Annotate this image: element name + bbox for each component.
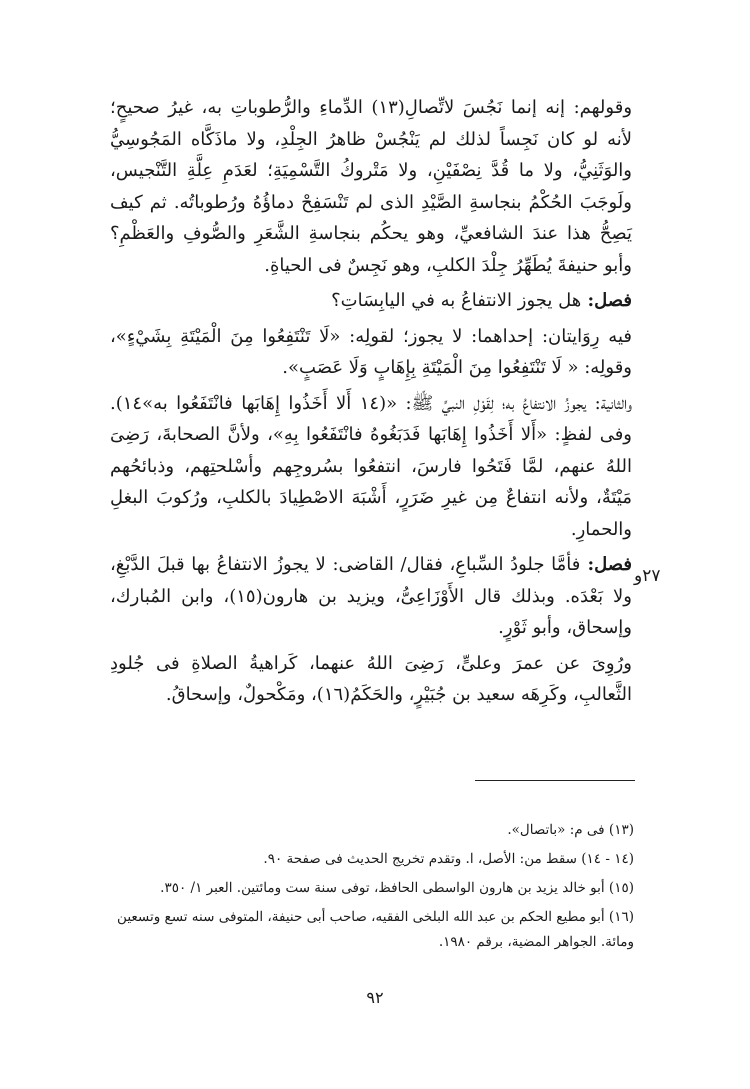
paragraph-text: ورُوِىَ عن عمرَ وعلىٍّ، رَضِىَ اللهُ عنهما، كَراهيةُ الصلاةِ فى جُلودِ الثَّعالبِ، وكَرِهَه سعيد بن جُبَيْرٍ، والحَكَمُ(١٦)، ومَكْحولٌ، وإسحاقُ.: [110, 652, 632, 705]
paragraph-text: فأمَّا جلودُ السِّباعِ، فقال/ القاضى: لا يجوزُ الانتفاعُ بها قبلَ الدَّبْغِ، ولا بَعْدَه. وبذلك قال الأَوْزَاعِىُّ، ويزيد بن هارون(١٥)، وابن المُبارك، وإسحاق، وأبو ثَوْرٍ.: [110, 554, 633, 638]
section-heading: فصل:: [580, 554, 632, 575]
footnote: (١٦) أبو مطيع الحكم بن عبد الله البلخى الفقيه، صاحب أبى حنيفة، المتوفى سنه تسع وتسعين ومائة. الجواهر المضية، برقم ١٩٨٠.: [117, 909, 634, 950]
paragraph-1: [110, 92, 632, 281]
paragraph-2: [110, 285, 632, 317]
paragraph-3: [110, 321, 632, 384]
footnote: (١٤ - ١٤) سقط من: الأصل، ا. وتقدم تخريج الحديث فى صفحة ٩٠.: [263, 851, 634, 867]
footnote: (١٣) فى م: «باتصال».: [507, 822, 634, 838]
paragraph-6: [110, 648, 632, 711]
section-heading: فصل:: [581, 290, 632, 311]
paragraph-5: [110, 549, 632, 644]
paragraph-text: والثانية: يجوزُ الانتفاعُ به؛ لِقَوْلِ النبيِّ ﷺ: «(١٤ أَلا أَخَذُوا إِهَابَها فانْتَفَعُوا به»١٤). وفى لفظٍ: «أَلا أَخَذُوا إِهَابَها فَدَبَغُوهُ فانْتَفَعُوا بِهِ»، ولأنَّ الصحابةَ، رَضِىَ اللهُ عنهم، لمَّا فَتَحُوا فارسَ، انتفعُوا بسُروجِهم وأسْلحتِهم، وذبائحُهم مَيْتَةٌ، ولأنه انتفاعٌ مِن غيرِ ضَرَرٍ، أَشْبَهَ الاصْطِيادَ بالكلبِ، ورُكوبَ البغلِ والحمارِ.: [110, 392, 632, 540]
main-text: [110, 92, 632, 715]
footnote-divider: [475, 780, 635, 781]
footnote: (١٥) أبو خالد يزيد بن هارون الواسطى الحافظ، توفى سنة ست ومائتين. العبر ١/ ٣٥٠.: [160, 880, 634, 896]
paragraph-4: [110, 388, 632, 546]
page-number: ٩٢: [366, 988, 384, 1007]
paragraph-text: هل يجوز الانتفاعُ به في اليابِسَاتِ؟: [331, 290, 582, 311]
footnotes: [110, 818, 634, 959]
paragraph-text: فيه رِوَايتان: إحداهما: لا يجوز؛ لقولِه: «لَا تَنْتَفِعُوا مِنَ الْمَيْتَةِ بِشَيْءٍ»، وقولِه: « لَا تَنْتَفِعُوا مِنَ الْمَيْتَةِ بِإِهَابٍ وَلَا عَصَبٍ».: [110, 325, 632, 378]
paragraph-text: وقولهم: إنه إنما نَجُسَ لاتِّصالِ(١٣) الدِّماءِ والرُّطوباتِ به، غيرُ صحيحٍ؛ لأنه لو كان نَجِساً لذلك لم يَنْجُسْ ظاهرُ الجِلْدِ، ولا ماذَكَّاه المَجُوسِيُّ والوَثَنِيُّ، ولا ما قُدَّ نِصْفَيْنِ، ولا مَتْروكُ التَّسْمِيَةِ؛ لعَدَمِ عِلَّةِ التَّنْجيس، ولَوجَبَ الحُكْمُ بنجاسةِ الصَّيْدِ الذى لم تَنْسَفِحْ دماؤُهُ ورُطوباتُه. ثم كيف يَصِحُّ هذا عندَ الشافعيِّ، وهو يحكُم بنجاسةِ الشَّعَرِ والصُّوفِ والعَظْمِ؟ وأبو حنيفةَ يُطَهِّرُ جِلْدَ الكلبِ، وهو نَجِسٌ فى الحياةِ.: [110, 97, 633, 276]
manuscript-folio-marker: ٢٧و: [634, 566, 661, 586]
